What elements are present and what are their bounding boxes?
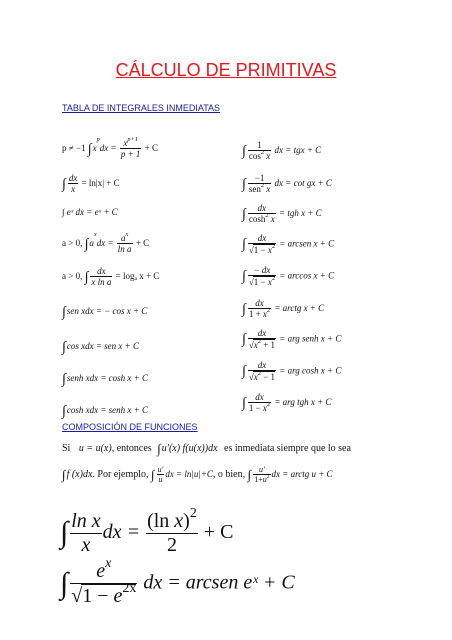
formula-argtgh: ∫ $\frac{dx}{1 - x^2}$ = arg tgh x + C — [242, 392, 332, 414]
formula-sen: ∫sen xdx = − cos x + C — [62, 305, 148, 320]
power-rhs: + C — [144, 142, 159, 153]
fdx-text: f (x)dx — [66, 469, 93, 480]
arccos-rhs: = arccos x + C — [279, 270, 335, 281]
formula-arcsen: ∫ $\frac{dx}{√1 - x^2}$ = arcsen x + C — [242, 233, 335, 256]
formula-arccos: ∫ $\frac{- dx}{√1 - x^2}$ = arccos x + C — [242, 265, 335, 288]
section-heading-composition: COMPOSICIÓN DE FUNCIONES — [62, 422, 198, 432]
logb-rhs: = logₐ x + C — [115, 270, 160, 281]
arctg-u-rhs: dx = arctg u + C — [271, 469, 333, 479]
section-heading-immediate-integrals: TABLA DE INTEGRALES INMEDIATAS — [62, 103, 221, 113]
tgh-rhs: = tgh x + C — [279, 207, 322, 218]
example-ln-squared: ∫ $\frac{\text{ln x}}{x}$ dx = $\frac{(\ln x)^2}{2}$ + C — [60, 505, 234, 556]
logb-condition: a > 0, — [62, 270, 83, 281]
formula-tg: ∫ $\frac{1}{\cos^2 x}$ dx = tgx + C — [242, 140, 322, 162]
formula-power-rule: p ≠ −1 $\int x^pdx$ = $\frac{x^{p+1}}{p + 1}$ + C — [62, 136, 159, 160]
entonces-word: , entonces — [111, 443, 152, 454]
formula-ax: a > 0, $\int a^xdx$ = $\frac{a^x}{\text{ln a}}$ + C — [62, 231, 150, 255]
u-definition: u = u(x) — [78, 443, 112, 454]
example1-rhs: + C — [203, 521, 234, 544]
formula-log: ∫ $\frac{dx}{x}$ = ln|x| + C — [62, 173, 120, 195]
argsenh-rhs: = arg senh x + C — [279, 333, 342, 344]
ax-rhs: + C — [135, 237, 150, 248]
tg-rhs: dx = tgx + C — [274, 144, 322, 155]
example-arcsen-exp: ∫ $\frac{e^x}{√1 - e^{2x}}$ dx = arcsen eˣ + C — [60, 555, 295, 607]
composition-integral: u′(x) f(u(x))dx — [161, 443, 218, 454]
ax-condition: a > 0, — [62, 237, 83, 248]
formula-tgh: ∫ $\frac{dx}{\cosh^2 x}$ = tgh x + C — [242, 203, 322, 225]
formula-senh: ∫senh xdx = cosh x + C — [62, 372, 148, 387]
example2-rhs: dx = arcsen eˣ + C — [143, 571, 295, 594]
formula-argcosh: ∫ $\frac{dx}{√x^2 - 1}$ = arg cosh x + C — [242, 360, 342, 383]
log-rhs: = ln|x| + C — [81, 177, 120, 188]
formula-logb: a > 0, ∫ $\frac{dx}{\text{x ln a}}$ = logₐ x + C — [62, 266, 160, 288]
formula-argsenh: ∫ $\frac{dx}{√x^2 + 1}$ = arg senh x + C — [242, 328, 342, 351]
argtgh-rhs: = arg tgh x + C — [274, 396, 332, 407]
formula-cotg: ∫ $\frac{-1}{sen^2 x}$ dx = cot gx + C — [242, 173, 332, 195]
cos-text: cos xdx = sen x + C — [66, 341, 139, 351]
arcsen-rhs: = arcsen x + C — [279, 238, 335, 249]
power-condition: p ≠ −1 — [62, 142, 86, 153]
argcosh-rhs: = arg cosh x + C — [279, 365, 342, 376]
arctg-rhs: = arctg x + C — [274, 302, 325, 313]
si-word: Si — [62, 443, 71, 454]
o-bien-text: , o bien, — [212, 469, 246, 480]
cosh-text: cosh xdx = senh x + C — [66, 405, 148, 415]
formula-cosh: ∫cosh xdx = senh x + C — [62, 404, 148, 419]
formula-exp: ∫ eˣ dx = eˣ + C — [62, 207, 118, 217]
composition-statement: Si u = u(x), entonces ∫u′(x) f(u(x))dx es inmediata siempre que lo sea — [62, 441, 351, 456]
formula-arctg: ∫ $\frac{dx}{1 + x^2}$ = arctg x + C — [242, 298, 325, 320]
formula-cos: ∫cos xdx = sen x + C — [62, 340, 139, 355]
page-title: CÁLCULO DE PRIMITIVAS — [115, 60, 337, 80]
por-ejemplo-text: . Por ejemplo, — [92, 469, 149, 480]
ln-u-rhs: dx = ln|u|+C — [165, 469, 213, 479]
senh-text: senh xdx = cosh x + C — [66, 373, 148, 383]
composition-examples: ∫f (x)dx. Por ejemplo, ∫ $\frac{u'}{u}$ dx = ln|u|+C, o bien, ∫ $\frac{u'}{1+u^2}$ dx = arctg u + C — [62, 465, 333, 485]
sen-text: sen xdx = − cos x + C — [66, 306, 148, 316]
es-inmediata-text: es inmediata siempre que lo sea — [224, 443, 351, 454]
cotg-rhs: dx = cot gx + C — [274, 177, 332, 188]
